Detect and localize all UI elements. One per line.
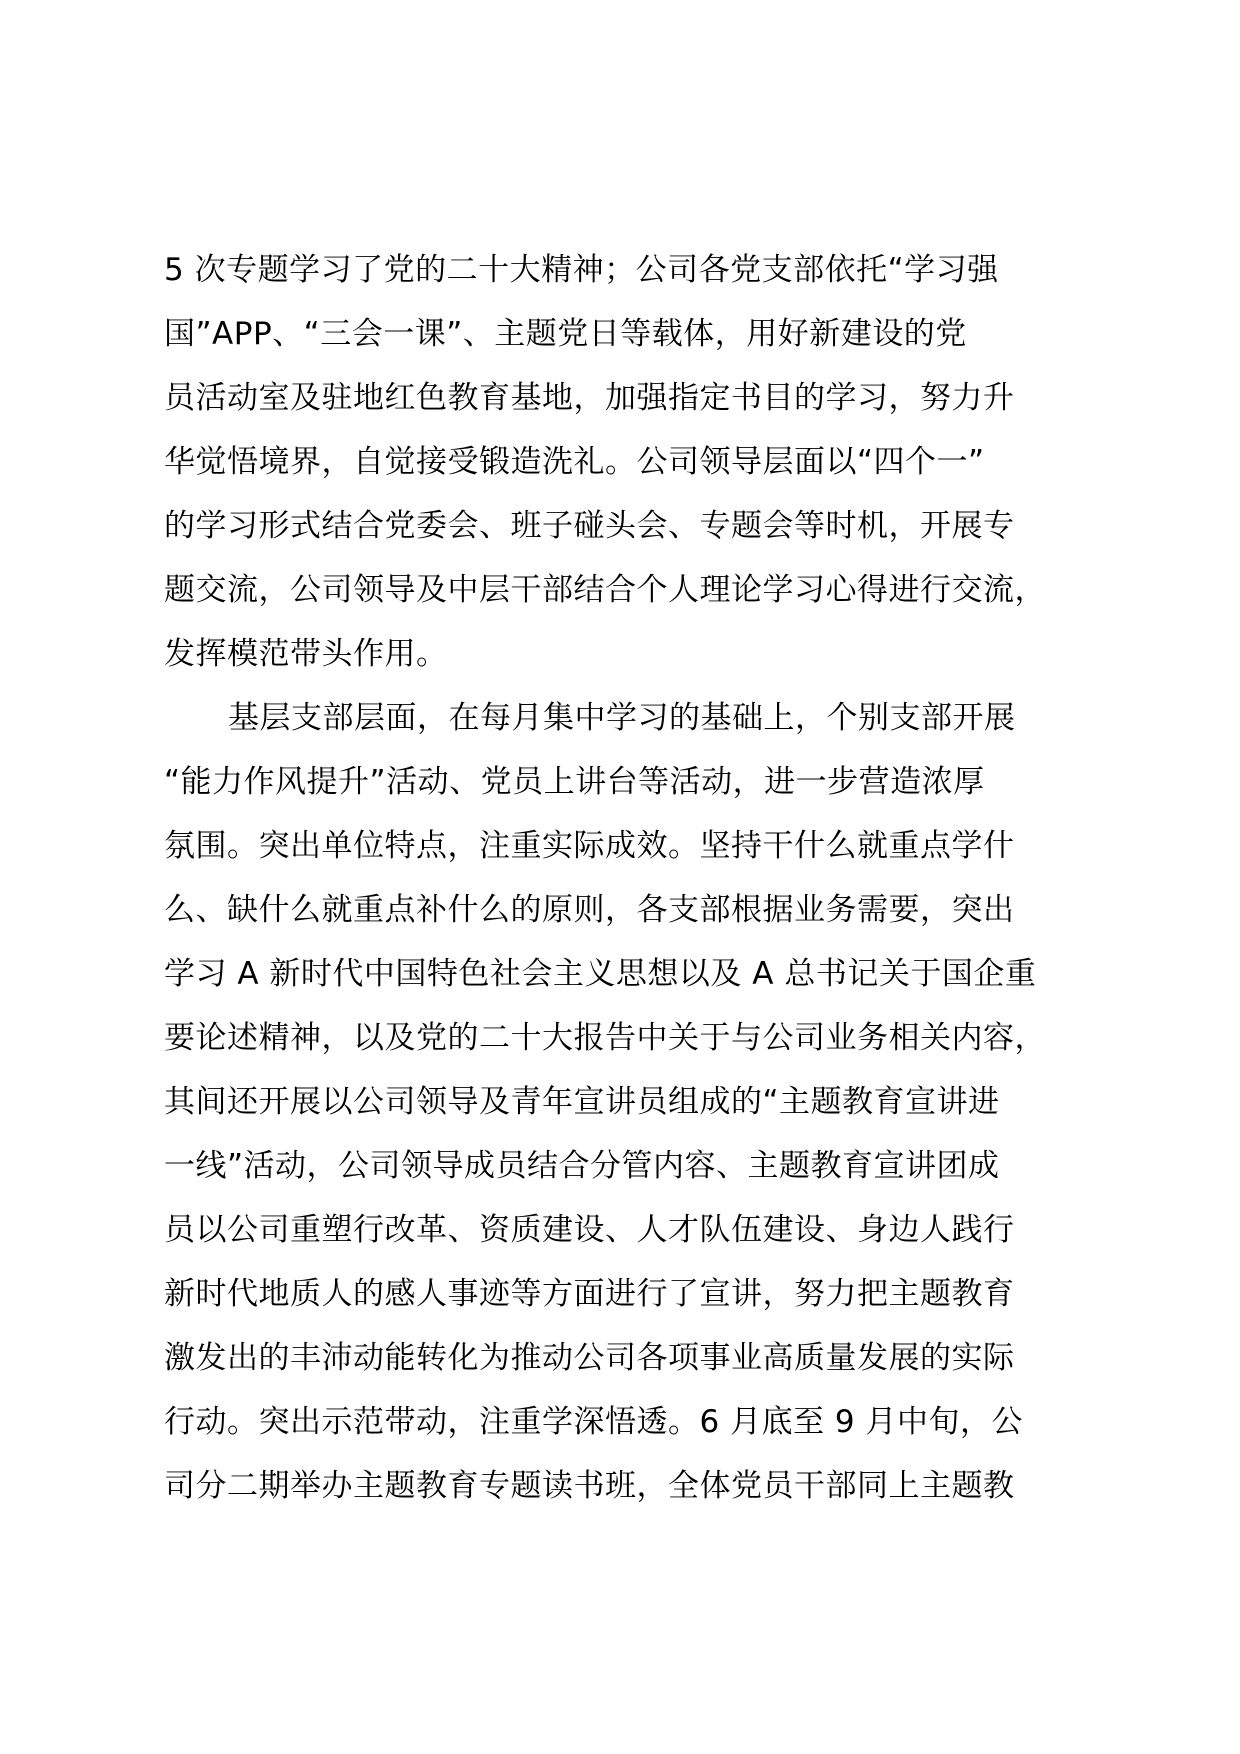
body-text	[164, 238, 1084, 1518]
text-line: 一线”活动，公司领导成员结合分管内容、主题教育宣讲团成	[164, 1148, 1000, 1184]
text-line: 题交流，公司领导及中层干部结合个人理论学习心得进行交流，	[164, 572, 1046, 608]
text-line: 氛围。突出单位特点，注重实际成效。坚持干什么就重点学什	[164, 828, 1015, 864]
text-line: 的学习形式结合党委会、班子碰头会、专题会等时机，开展专	[164, 508, 1015, 544]
text-line: “能力作风提升”活动、党员上讲台等活动，进一步营造浓厚	[164, 764, 985, 800]
text-line: 其间还开展以公司领导及青年宣讲员组成的“主题教育宣讲进	[164, 1084, 1000, 1120]
text-line: 发挥模范带头作用。	[164, 636, 448, 672]
text-line: 么、缺什么就重点补什么的原则，各支部根据业务需要，突出	[164, 892, 1015, 928]
text-line: 员活动室及驻地红色教育基地，加强指定书目的学习，努力升	[164, 380, 1015, 416]
text-line: 要论述精神，以及党的二十大报告中关于与公司业务相关内容，	[164, 1020, 1046, 1056]
text-line: 激发出的丰沛动能转化为推动公司各项事业高质量发展的实际	[164, 1340, 1015, 1376]
text-line: 员以公司重塑行改革、资质建设、人才队伍建设、身边人践行	[164, 1212, 1015, 1248]
text-line: 华觉悟境界，自觉接受锻造洗礼。公司领导层面以“四个一”	[164, 444, 985, 480]
text-line: 国”APP、“三会一课”、主题党日等载体，用好新建设的党	[164, 316, 967, 352]
text-line: 学习 A 新时代中国特色社会主义思想以及 A 总书记关于国企重	[164, 956, 1037, 992]
text-line: 新时代地质人的感人事迹等方面进行了宣讲，努力把主题教育	[164, 1276, 1015, 1312]
text-line: 司分二期举办主题教育专题读书班，全体党员干部同上主题教	[164, 1468, 1015, 1504]
paragraph-first-line: 基层支部层面，在每月集中学习的基础上，个别支部开展	[228, 700, 1016, 736]
text-line: 5 次专题学习了党的二十大精神；公司各党支部依托“学习强	[164, 252, 999, 288]
text-line: 行动。突出示范带动，注重学深悟透。6 月底至 9 月中旬，公	[164, 1404, 1024, 1440]
